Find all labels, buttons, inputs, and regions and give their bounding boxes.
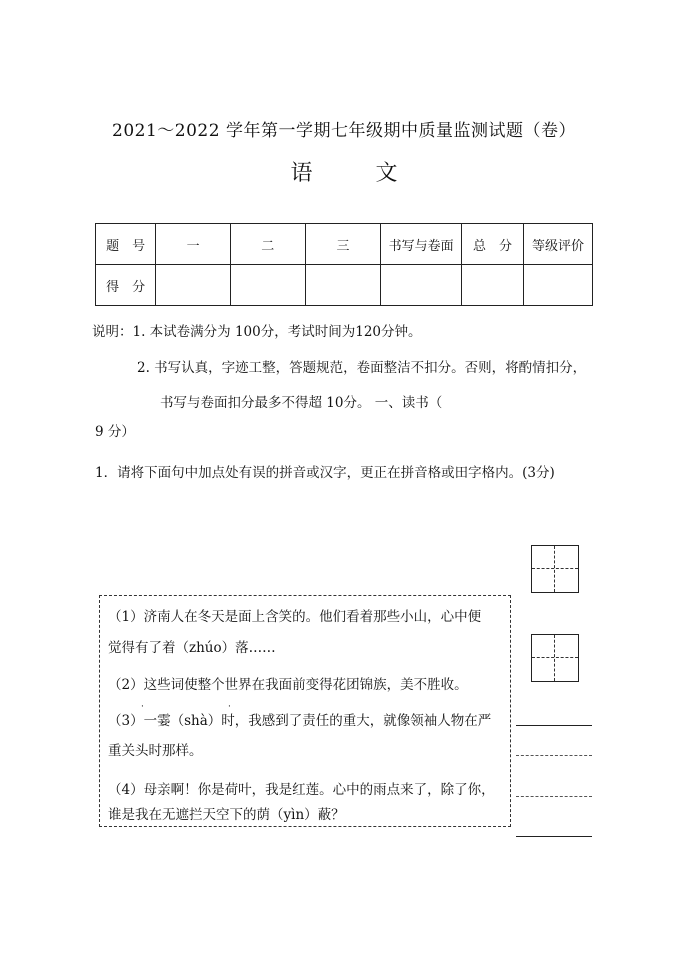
header-cell-writing: 书写与卷面 xyxy=(381,224,462,265)
tianzige-box-1[interactable] xyxy=(531,545,579,593)
score-cell[interactable] xyxy=(524,265,593,306)
passage-line-1a: （1）济南人在冬天是面上含笑的。他们看着那些小山，心中便 xyxy=(108,609,482,625)
passage-line-3a xyxy=(108,702,506,729)
tianzige-box-2[interactable] xyxy=(531,634,579,682)
passage-line-3a-text: （3）一霎（shà）时，我感到了责任的重大，就像领袖人物在严 xyxy=(108,713,492,729)
score-cell[interactable] xyxy=(461,265,523,306)
instruction-line-3: 书写与卷面扣分最多不得超 10分。 一、读书（ xyxy=(160,395,443,411)
subject-char-2: 文 xyxy=(375,161,398,186)
score-cell[interactable] xyxy=(305,265,381,306)
score-table-header-row xyxy=(96,224,593,265)
passage-line-4b-text: 谁是我在无遮拦天空下的荫（yìn）蔽？ xyxy=(108,807,345,823)
header-cell-part-3: 三 xyxy=(305,224,381,265)
score-row-label: 得 分 xyxy=(96,265,156,306)
passage-line-1b: 觉得有了着（zhúo）落…… xyxy=(108,640,276,656)
header-cell-part-1: 一 xyxy=(156,224,231,265)
score-cell[interactable] xyxy=(381,265,462,306)
answer-line-3[interactable] xyxy=(516,796,592,797)
header-cell-part-2: 二 xyxy=(230,224,305,265)
instruction-line-1: 说明：1. 本试卷满分为 100分，考试时间为120分钟。 xyxy=(92,324,422,340)
emphasis-dot: · xyxy=(141,702,144,712)
header-cell-item-number: 题 号 xyxy=(96,224,156,265)
emphasis-dot: · xyxy=(228,702,231,712)
instruction-line-2: 2. 书写认真，字迹工整，答题规范，卷面整洁不扣分。否则，将酌情扣分， xyxy=(137,360,587,376)
answer-line-1[interactable] xyxy=(516,725,592,726)
exam-title: 2021～2022 学年第一学期七年级期中质量监测试题（卷） xyxy=(112,121,576,141)
header-cell-total: 总 分 xyxy=(461,224,523,265)
score-table xyxy=(95,223,593,306)
header-cell-grade: 等级评价 xyxy=(524,224,593,265)
passage-line-4b xyxy=(108,803,506,823)
passage-line-4a: （4）母亲啊！你是荷叶，我是红莲。心中的雨点来了，除了你， xyxy=(108,782,495,798)
passage-line-2: （2）这些词使整个世界在我面前变得花团锦族，美不胜收。 xyxy=(108,677,468,693)
question-1-prompt: 1．请将下面句中加点处有误的拼音或汉字，更正在拼音格或田字格内。(3分) xyxy=(95,465,555,481)
answer-line-2[interactable] xyxy=(516,755,592,756)
subject-title xyxy=(0,156,688,187)
answer-line-4[interactable] xyxy=(516,836,592,837)
passage-line-3b: 重关头时那样。 xyxy=(108,743,203,759)
instruction-line-4: 9 分） xyxy=(95,424,135,440)
score-table-score-row xyxy=(96,265,593,306)
subject-char-1: 语 xyxy=(290,161,313,186)
score-cell[interactable] xyxy=(156,265,231,306)
score-cell[interactable] xyxy=(230,265,305,306)
